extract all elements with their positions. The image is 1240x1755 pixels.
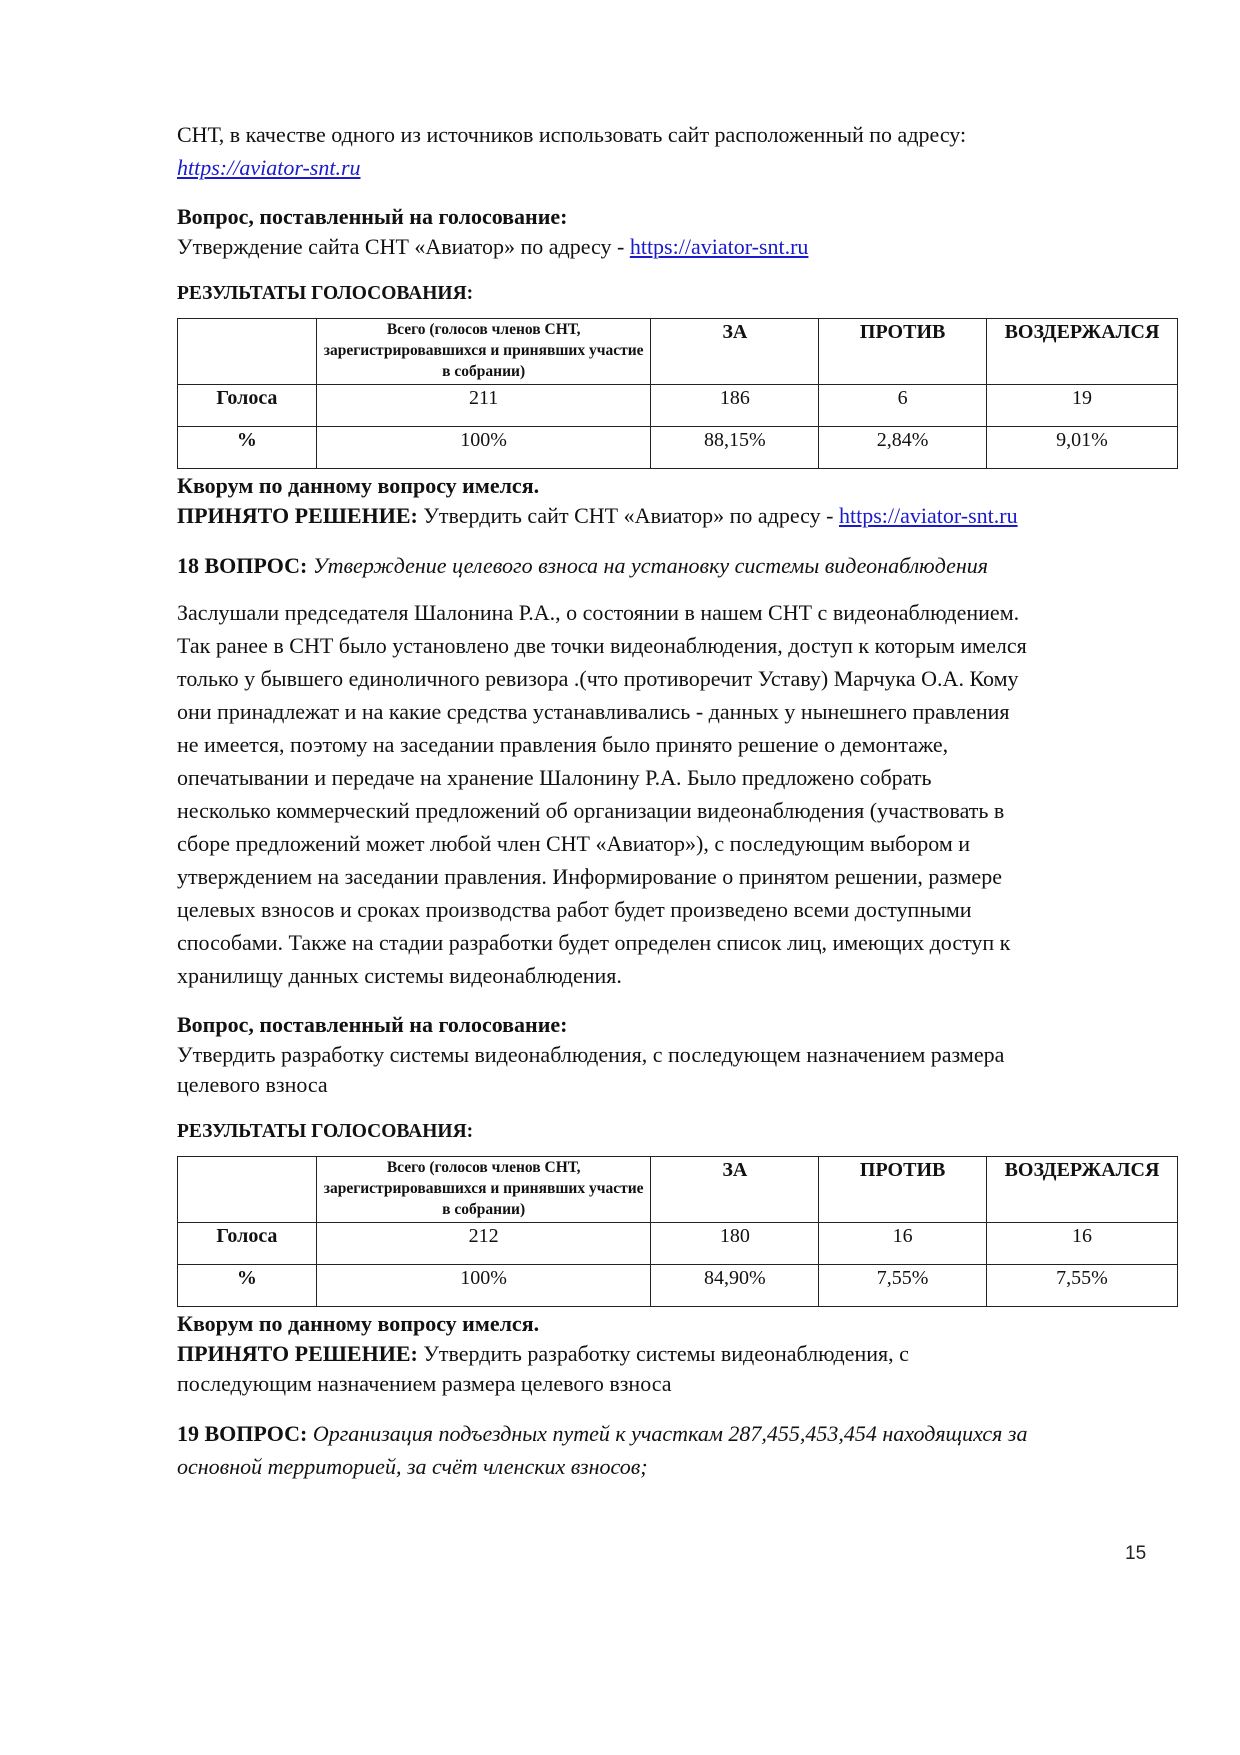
q18-results-label: РЕЗУЛЬТАТЫ ГОЛОСОВАНИЯ: (177, 1121, 474, 1142)
q18-question-line: Утвердить разработку системы видеонаблюдения, с последующем назначением размера (177, 1042, 1005, 1067)
q18-body-line: хранилищу данных системы видеонаблюдения. (177, 963, 622, 988)
q18-body (177, 596, 1177, 992)
q18-body-line: сборе предложений может любой член СНТ «Авиатор»), с последующим выбором и (177, 831, 971, 856)
table-cell: 211 (316, 385, 651, 427)
q18-body-line: Заслушали председателя Шалонина Р.А., о состоянии в нашем СНТ с видеонаблюдением. (177, 600, 1020, 625)
q18-body-line: Так ранее в СНТ было установлено две точки видеонаблюдения, доступ к которым имелся (177, 633, 1027, 658)
table-cell: 212 (316, 1223, 651, 1265)
table-header-cell: ВОЗДЕРЖАЛСЯ (987, 319, 1178, 385)
q17-quorum: Кворум по данному вопросу имелся. (177, 473, 540, 498)
q17-question-body: Утверждение сайта СНТ «Авиатор» по адресу - (177, 234, 630, 259)
table-cell: 16 (987, 1223, 1178, 1265)
q17-decision-text: Утвердить сайт СНТ «Авиатор» по адресу - (417, 503, 839, 528)
table-row-label: Голоса (178, 385, 317, 427)
q18-body-line: способами. Также на стадии разработки будет определен список лиц, имеющих доступ к (177, 930, 1011, 955)
table-cell: 100% (316, 427, 651, 469)
q17-decision (177, 501, 1177, 531)
table-cell: 6 (819, 385, 987, 427)
q18-decision-cont: последующим назначением размера целевого взноса (177, 1371, 672, 1396)
q18-number-label: 18 ВОПРОС: (177, 553, 308, 578)
table-header-cell: ВОЗДЕРЖАЛСЯ (987, 1157, 1178, 1223)
q18-results-table (177, 1156, 1178, 1307)
q18-decision-text: Утвердить разработку системы видеонаблюдения, с (417, 1341, 909, 1366)
q19-heading (177, 1417, 1177, 1450)
table-cell: 2,84% (819, 427, 987, 469)
q18-question-line: целевого взноса (177, 1072, 328, 1097)
table-header-row (178, 1157, 1178, 1223)
q18-decision (177, 1339, 1177, 1369)
table-header-cell (178, 1157, 317, 1223)
q17-question-text (177, 232, 1177, 262)
q18-body-line: несколько коммерческий предложений об организации видеонаблюдения (участвовать в (177, 798, 1005, 823)
table-cell: 7,55% (819, 1265, 987, 1307)
table-row-label: Голоса (178, 1223, 317, 1265)
table-row (178, 427, 1178, 469)
q17-question-link[interactable]: https://aviator-snt.ru (629, 234, 809, 259)
table-row (178, 1265, 1178, 1307)
q18-quorum: Кворум по данному вопросу имелся. (177, 1311, 540, 1336)
table-cell: 180 (651, 1223, 819, 1265)
table-header-cell: ПРОТИВ (819, 319, 987, 385)
table-cell: 9,01% (987, 427, 1178, 469)
table-cell: 88,15% (651, 427, 819, 469)
table-cell: 100% (316, 1265, 651, 1307)
table-header-cell: ЗА (651, 1157, 819, 1223)
table-header-cell: Всего (голосов членов СНТ, зарегистрировавшихся и принявших участие в собрании) (316, 319, 651, 385)
table-header-cell: ЗА (651, 319, 819, 385)
table-cell: 186 (651, 385, 819, 427)
q18-body-line: утверждением на заседании правления. Информирование о принятом решении, размере (177, 864, 1002, 889)
q17-results-label: РЕЗУЛЬТАТЫ ГОЛОСОВАНИЯ: (177, 283, 474, 304)
q18-body-line: не имеется, поэтому на заседании правления было принято решение о демонтаже, (177, 732, 949, 757)
document-page (177, 118, 1177, 1483)
table-header-cell: ПРОТИВ (819, 1157, 987, 1223)
q18-decision-label: ПРИНЯТО РЕШЕНИЕ: (177, 1341, 418, 1366)
q19-title: Организация подъездных путей к участкам 287,455,453,454 находящихся за (312, 1421, 1028, 1446)
q18-body-line: они принадлежат и на какие средства устанавливались - данных у нынешнего правления (177, 699, 1010, 724)
table-cell: 16 (819, 1223, 987, 1265)
intro-line: СНТ, в качестве одного из источников использовать сайт расположенный по адресу: (177, 122, 967, 147)
table-header-cell (178, 319, 317, 385)
q18-body-line: только у бывшего единоличного ревизора .(что противоречит Уставу) Марчука О.А. Кому (177, 666, 1019, 691)
table-cell: 84,90% (651, 1265, 819, 1307)
intro-link-line (177, 151, 1177, 184)
table-cell: 7,55% (987, 1265, 1178, 1307)
q17-decision-label: ПРИНЯТО РЕШЕНИЕ: (177, 503, 418, 528)
q17-results-table (177, 318, 1178, 469)
table-header-row (178, 319, 1178, 385)
q17-decision-link[interactable]: https://aviator-snt.ru (838, 503, 1018, 528)
intro-link[interactable]: https://aviator-snt.ru (177, 155, 361, 180)
q18-body-line: опечатывании и передаче на хранение Шалонину Р.А. Было предложено собрать (177, 765, 932, 790)
q18-title: Утверждение целевого взноса на установку системы видеонаблюдения (312, 553, 988, 578)
q18-question-label: Вопрос, поставленный на голосование: (177, 1012, 568, 1037)
q18-body-line: целевых взносов и сроках производства работ будет произведено всеми доступными (177, 897, 972, 922)
table-row-label: % (178, 427, 317, 469)
page-number: 15 (1125, 1543, 1147, 1564)
table-row (178, 385, 1178, 427)
table-cell: 19 (987, 385, 1178, 427)
table-header-cell: Всего (голосов членов СНТ, зарегистрировавшихся и принявших участие в собрании) (316, 1157, 651, 1223)
q17-question-label: Вопрос, поставленный на голосование: (177, 204, 568, 229)
q19-number-label: 19 ВОПРОС: (177, 1421, 308, 1446)
table-row-label: % (178, 1265, 317, 1307)
q19-title-cont: основной территорией, за счёт членских взносов; (177, 1454, 648, 1479)
q18-heading (177, 549, 1177, 582)
table-row (178, 1223, 1178, 1265)
